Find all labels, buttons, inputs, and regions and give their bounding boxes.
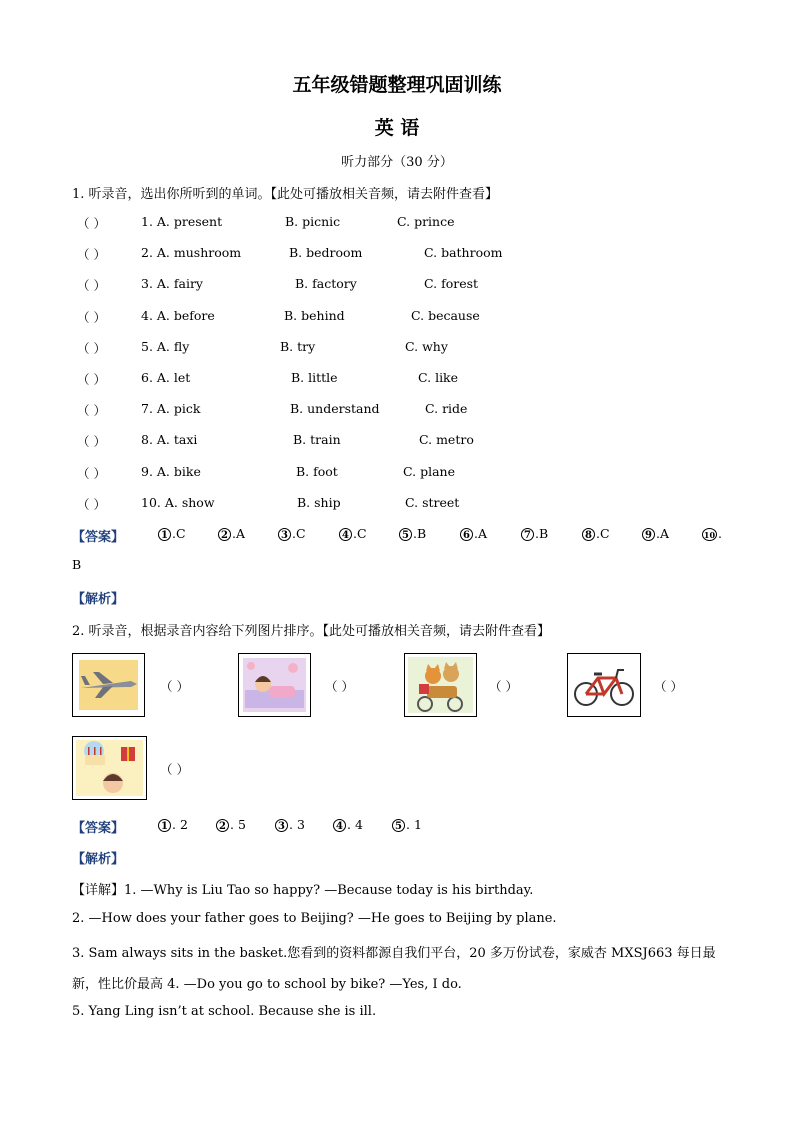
detail-line: 【详解】1. —Why is Liu Tao so happy? —Because today is his birthday. — [72, 883, 534, 898]
answer-item: 5 . 1 — [392, 817, 422, 832]
answer-item: 1 .C — [158, 526, 186, 541]
q1-option-b: B. picnic — [285, 214, 341, 229]
bicycle-icon — [567, 653, 641, 717]
q1-paren[interactable]: （ ） — [77, 216, 106, 231]
order-paren[interactable]: （ ） — [654, 679, 683, 694]
answer-item: 6 .A — [460, 526, 487, 541]
order-paren[interactable]: （ ） — [160, 762, 189, 777]
q1-option-a: 10. A. show — [141, 495, 215, 510]
q1-option-c: C. forest — [424, 276, 479, 291]
airplane-icon — [72, 653, 145, 717]
answer-item: 4 .C — [339, 526, 367, 541]
q1-option-c: C. because — [411, 308, 480, 323]
q1-option-a: 8. A. taxi — [141, 432, 198, 447]
q1-paren[interactable]: （ ） — [77, 372, 106, 387]
page-title: 五年级错题整理巩固训练 — [292, 74, 502, 96]
q1-paren[interactable]: （ ） — [77, 497, 106, 512]
subject-title: 英 语 — [374, 117, 420, 139]
answer-item: 9 .A — [642, 526, 669, 541]
q1-option-a: 3. A. fairy — [141, 276, 203, 291]
detail-label: 【详解】 — [72, 883, 125, 898]
cats-in-basket-icon — [404, 653, 477, 717]
answer-item: 2 . 5 — [216, 817, 246, 832]
q1-paren[interactable]: （ ） — [77, 247, 106, 262]
q1-option-b: B. little — [291, 370, 338, 385]
q1-option-c: C. ride — [425, 401, 468, 416]
answer-item: 2 .A — [218, 526, 245, 541]
answer-label: 【答案】 — [72, 530, 125, 545]
q1-option-c: C. metro — [419, 432, 474, 447]
order-paren[interactable]: （ ） — [325, 679, 354, 694]
q1-option-a: 6. A. let — [141, 370, 191, 385]
analysis-label: 【解析】 — [72, 852, 125, 867]
q1-option-b: B. try — [280, 339, 316, 354]
answer-item: 10 . — [703, 526, 722, 541]
q1-option-a: 2. A. mushroom — [141, 245, 242, 260]
sick-girl-in-bed-icon — [238, 653, 311, 717]
q2-prompt: 2. 听录音，根据录音内容给下列图片排序。【此处可播放相关音频，请去附件查看】 — [72, 624, 551, 639]
q1-option-a: 4. A. before — [141, 308, 215, 323]
detail-line: 2. —How does your father goes to Beijing? —He goes to Beijing by plane. — [72, 911, 557, 926]
answer-item: 7 .B — [521, 526, 548, 541]
detail-line: 3. Sam always sits in the basket.您看到的资料都源自我们平台，20 多万份试卷，家威杏 MXSJ663 每日最 — [72, 946, 716, 961]
answer-item: 5 .B — [399, 526, 426, 541]
answer-item: 8 .C — [582, 526, 610, 541]
answer-item: 3 .C — [278, 526, 306, 541]
answer-label: 【答案】 — [72, 821, 125, 836]
answer-item: 3 . 3 — [275, 817, 305, 832]
q1-option-a: 9. A. bike — [141, 464, 201, 479]
analysis-label: 【解析】 — [72, 592, 125, 607]
q1-option-b: B. ship — [297, 495, 341, 510]
q1-option-a: 7. A. pick — [141, 401, 201, 416]
q1-option-b: B. foot — [296, 464, 338, 479]
q1-paren[interactable]: （ ） — [77, 310, 106, 325]
q1-option-c: C. why — [405, 339, 448, 354]
q1-option-c: C. plane — [403, 464, 455, 479]
q1-option-b: B. bedroom — [289, 245, 363, 260]
q1-paren[interactable]: （ ） — [77, 278, 106, 293]
q1-option-b: B. factory — [295, 276, 357, 291]
answer-wrap: B — [72, 557, 82, 572]
answer-item: 4 . 4 — [333, 817, 363, 832]
q1-option-a: 5. A. fly — [141, 339, 190, 354]
q1-paren[interactable]: （ ） — [77, 434, 106, 449]
q1-option-b: B. train — [293, 432, 341, 447]
detail-line: 5. Yang Ling isn’t at school. Because she is ill. — [72, 1004, 377, 1019]
q1-paren[interactable]: （ ） — [77, 341, 106, 356]
detail-line: 新，性比价最高 4. —Do you go to school by bike? —Yes, I do. — [72, 977, 462, 992]
q1-option-c: C. prince — [397, 214, 455, 229]
q1-prompt: 1. 听录音，选出你所听到的单词。【此处可播放相关音频，请去附件查看】 — [72, 187, 499, 202]
q1-paren[interactable]: （ ） — [77, 466, 106, 481]
q1-option-b: B. behind — [284, 308, 345, 323]
order-paren[interactable]: （ ） — [160, 679, 189, 694]
order-paren[interactable]: （ ） — [489, 679, 518, 694]
q1-paren[interactable]: （ ） — [77, 403, 106, 418]
q1-option-c: C. street — [405, 495, 460, 510]
q1-option-c: C. bathroom — [424, 245, 503, 260]
answer-item: 1 . 2 — [158, 817, 188, 832]
birthday-cake-icon — [72, 736, 147, 800]
section-title: 听力部分（30 分） — [341, 155, 453, 170]
q1-option-a: 1. A. present — [141, 214, 223, 229]
q1-option-c: C. like — [418, 370, 459, 385]
q1-option-b: B. understand — [290, 401, 380, 416]
